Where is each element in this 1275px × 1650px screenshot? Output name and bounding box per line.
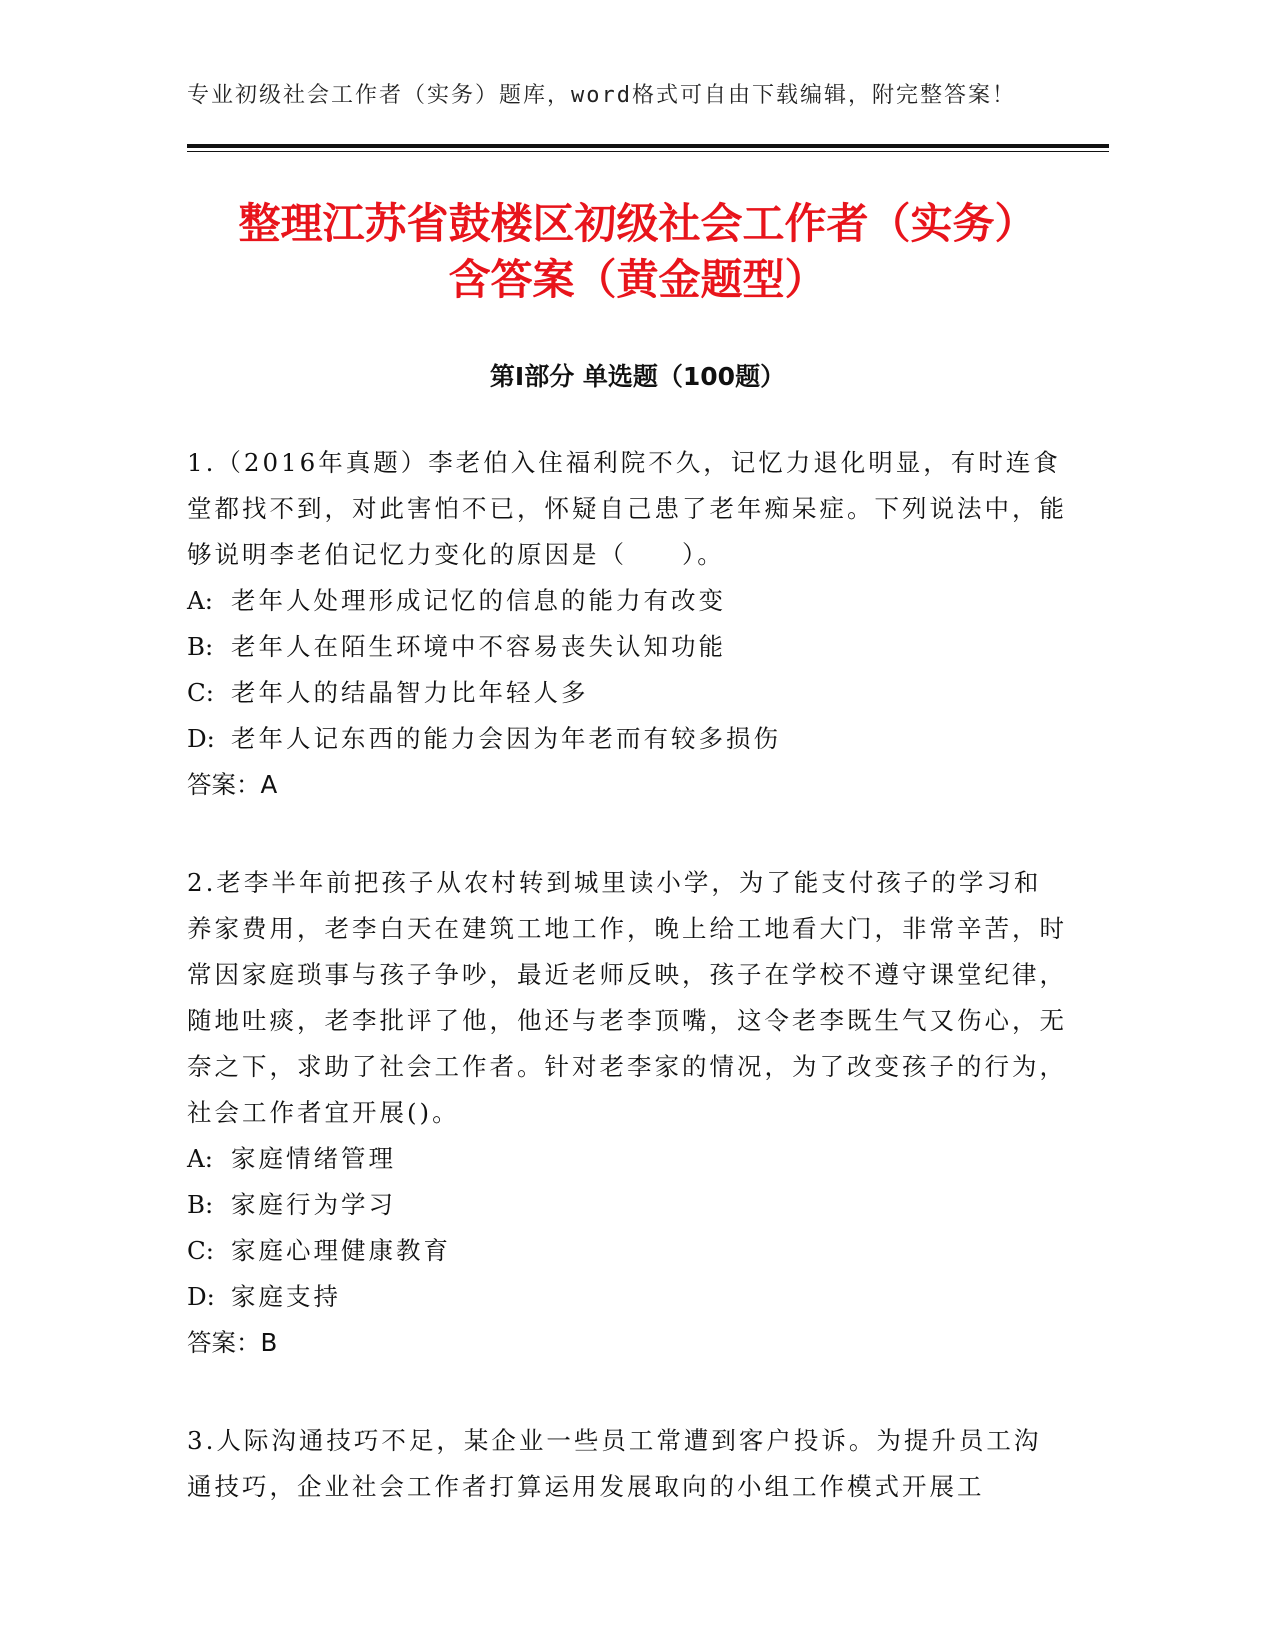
option-c [187,670,1067,716]
question-2 [187,860,1067,1366]
section-title: 第Ⅰ部分 单选题（100题） [489,362,786,391]
header-divider-thin [187,151,1109,152]
question-stem: 3.人际沟通技巧不足，某企业一些员工常遭到客户投诉。为提升员工沟通技巧，企业社会工作者打算运用发展取向的小组工作模式开展工 [187,1426,1042,1501]
option-c [187,1228,1067,1274]
option-letter: D: [187,724,215,753]
option-d [187,1274,1067,1320]
option-b [187,624,1067,670]
option-text: 老年人在陌生环境中不容易丧失认知功能 [231,632,726,661]
option-text: 老年人记东西的能力会因为年老而有较多损伤 [231,724,781,753]
question-stem: 2.老李半年前把孩子从农村转到城里读小学，为了能支付孩子的学习和养家费用，老李白天在建筑工地工作，晚上给工地看大门，非常辛苦，时常因家庭琐事与孩子争吵，最近老师反映，孩子在学校不遵守课堂纪律，随地吐痰，老李批评了他，他还与老李顶嘴，这令老李既生气又伤心，无奈之下，求助了社会工作者。针对老李家的情况，为了改变孩子的行为，社会工作者宜开展()。 [187,868,1067,1127]
option-letter: D: [187,1282,215,1311]
option-text: 家庭心理健康教育 [231,1236,451,1265]
option-text: 家庭行为学习 [231,1190,396,1219]
header-note: 专业初级社会工作者（实务）题库，word格式可自由下载编辑，附完整答案！ [187,83,1016,108]
option-text: 老年人的结晶智力比年轻人多 [231,678,589,707]
document-title [150,196,1125,308]
option-letter: C: [187,1236,215,1265]
option-text: 老年人处理形成记忆的信息的能力有改变 [231,586,726,615]
option-b [187,1182,1067,1228]
question-1 [187,440,1067,808]
document-title-line-2: 含答案（黄金题型） [448,255,827,304]
option-letter: A: [187,1144,213,1173]
option-letter: A: [187,586,213,615]
question-list [187,440,1067,1562]
option-a [187,578,1067,624]
option-letter: B: [187,1190,214,1219]
option-letter: B: [187,632,214,661]
answer-line: 答案：B [187,1328,278,1357]
option-a [187,1136,1067,1182]
option-text: 家庭情绪管理 [231,1144,396,1173]
question-3 [187,1418,1067,1510]
document-title-line-1: 整理江苏省鼓楼区初级社会工作者（实务） [238,199,1037,248]
header-divider-thick [187,144,1109,148]
option-d [187,716,1067,762]
answer-line: 答案：A [187,770,278,799]
option-letter: C: [187,678,215,707]
question-stem: 1.（2016年真题）李老伯入住福利院不久，记忆力退化明显，有时连食堂都找不到，对此害怕不已，怀疑自己患了老年痴呆症。下列说法中，能够说明李老伯记忆力变化的原因是（ ）。 [187,448,1067,569]
option-text: 家庭支持 [231,1282,341,1311]
